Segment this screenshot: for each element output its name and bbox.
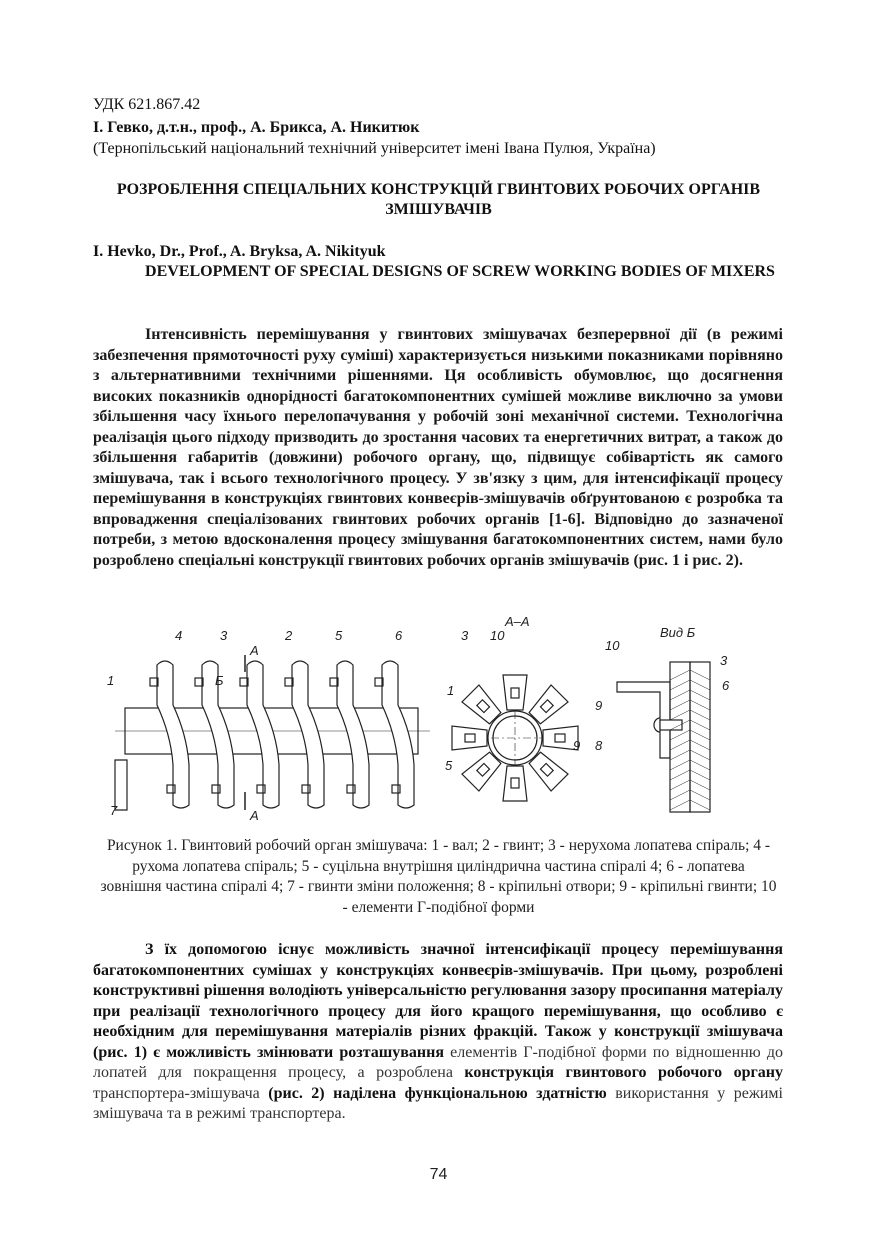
section-blade bbox=[462, 749, 504, 791]
paragraph-2-part-1: З їх допомогою існує можливість значної інтенсифікації процесу перемішування багатокомпонентних сумішах у конструкціях конвеєрів-змішувачів. При цьому, розроблені конструктивні рішення володіють універсальністю регулювання зазору просипання матеріалу при реалізації технологічного процесу для його кращого перемішування, що особливо є необхідним для перемішування матеріалів різних фракцій. Також у конструкції змішувача (рис. 1) є можливість змінювати розташування bbox=[93, 941, 783, 1061]
section-blade bbox=[452, 726, 487, 750]
callout-label: 3 bbox=[461, 628, 469, 643]
callout-label: 6 bbox=[722, 678, 730, 693]
body-paragraph-2 bbox=[93, 940, 783, 1125]
title-english: DEVELOPMENT OF SPECIAL DESIGNS OF SCREW WORKING BODIES OF MIXERS bbox=[145, 263, 775, 280]
body-paragraph-1: Інтенсивність перемішування у гвинтових змішувачах безперервної дії (в режимі забезпечення прямоточності руху суміші) характеризується низькими показниками порівняно з альтернативними технічними рішеннями. Ця особливість обумовлює, що досягнення високих показників однорідності багатокомпонентних сумішей можливе виключно за умови збільшення часу їхнього перелопачування у робочій зоні механічної системи. Технологічна реалізація цього підходу призводить до зростання часових та енергетичних витрат, а також до збільшення габаритів (довжини) робочого органу, що, підвищує собівартість як самого змішувача, так і всього технологічного процесу. У зв'язку з цим, для інтенсифікації процесу перемішування в конструкціях гвинтових конвеєрів-змішувачів обґрунтованою є розробка та впровадження спеціалізованих гвинтових робочих органів [1-6]. Відповідно до зазначеної потреби, з метою вдосконалення процесу змішування багатокомпонентних систем, нами було розроблено спеціальні конструкції гвинтових робочих органів змішувачів (рис. 1 і рис. 2). bbox=[93, 326, 783, 569]
paragraph-2-part-6: використання у режимі змішувача та в режимі транспортера. bbox=[93, 1084, 783, 1122]
callout-label: 8 bbox=[595, 738, 603, 753]
view-b-label: Вид Б bbox=[660, 625, 696, 640]
screw-blade bbox=[157, 661, 189, 808]
callout-label: 10 bbox=[490, 628, 505, 643]
blade-plate-6 bbox=[690, 662, 710, 812]
callout-label: 10 bbox=[605, 638, 620, 653]
blade-plate-3 bbox=[670, 662, 690, 812]
paragraph-2-part-4: транспортера-змішувача bbox=[93, 1084, 269, 1102]
section-blade bbox=[503, 675, 527, 710]
section-a-a-view bbox=[452, 675, 581, 801]
view-b-detail bbox=[617, 662, 710, 812]
section-blade bbox=[526, 749, 568, 791]
authors-ukrainian: І. Гевко, д.т.н., проф., А. Брикса, А. Никитюк bbox=[93, 119, 420, 136]
callout-label: 6 bbox=[395, 628, 403, 643]
screw-blade bbox=[337, 661, 369, 808]
callout-label: 5 bbox=[445, 758, 453, 773]
figure-1-drawing bbox=[95, 610, 785, 825]
authors-english: I. Hevko, Dr., Prof., A. Bryksa, A. Nikityuk bbox=[93, 243, 386, 260]
screw-blade bbox=[247, 661, 279, 808]
callout-label: 3 bbox=[720, 653, 728, 668]
callout-label: 1 bbox=[107, 673, 115, 688]
callout-label: Б bbox=[215, 673, 224, 688]
figure-1-caption: Рисунок 1. Гвинтовий робочий орган змішувача: 1 - вал; 2 - гвинт; 3 - нерухома лопатева спіраль; 4 - рухома лопатева спіраль; 5 - суцільна внутрішня циліндрична частина спіралі 4; 6 - лопатева зовнішня частина спіралі 4; 7 - гвинти зміни положення; 8 - кріпильні отвори; 9 - кріпильні гвинти; 10 - елементи Г-подібної форми bbox=[100, 837, 777, 916]
callout-label: 5 bbox=[335, 628, 343, 643]
callout-label: 2 bbox=[285, 628, 293, 643]
title-ukrainian: РОЗРОБЛЕННЯ СПЕЦІАЛЬНИХ КОНСТРУКЦІЙ ГВИНТОВИХ РОБОЧИХ ОРГАНІВ ЗМІШУВАЧІВ bbox=[116, 181, 761, 218]
callout-label: 4 bbox=[175, 628, 183, 643]
callout-label: 7 bbox=[110, 803, 118, 818]
callout-label: 3 bbox=[220, 628, 228, 643]
section-blade bbox=[526, 685, 568, 727]
paragraph-2-part-5: (рис. 2) наділена функціональною здатністю bbox=[268, 1084, 607, 1102]
page-number: 74 bbox=[429, 1166, 448, 1183]
paragraph-2-part-3: конструкція гвинтового робочого органу bbox=[464, 1064, 784, 1081]
screw-head bbox=[654, 718, 660, 732]
screw-side-view bbox=[115, 655, 430, 810]
callout-label: 1 bbox=[447, 683, 455, 698]
section-blade bbox=[462, 685, 504, 727]
fastening-screw bbox=[660, 720, 682, 730]
callout-label: А bbox=[250, 808, 259, 823]
callout-label: 9 bbox=[595, 698, 603, 713]
screw-blade bbox=[382, 661, 414, 808]
paragraph-2-part-2: елементів Г-подібної форми по відношенню до лопатей для покращення процесу, а розроблена bbox=[93, 1043, 783, 1081]
section-a-a-label: А–А bbox=[505, 614, 530, 629]
udc-code: УДК 621.867.42 bbox=[93, 96, 201, 113]
screw-blade bbox=[292, 661, 324, 808]
section-blade bbox=[503, 766, 527, 801]
callout-label: 9 bbox=[573, 738, 581, 753]
affiliation: (Тернопільський національний технічний університет імені Івана Пулюя, Україна) bbox=[93, 140, 656, 157]
callout-label: А bbox=[250, 643, 259, 658]
